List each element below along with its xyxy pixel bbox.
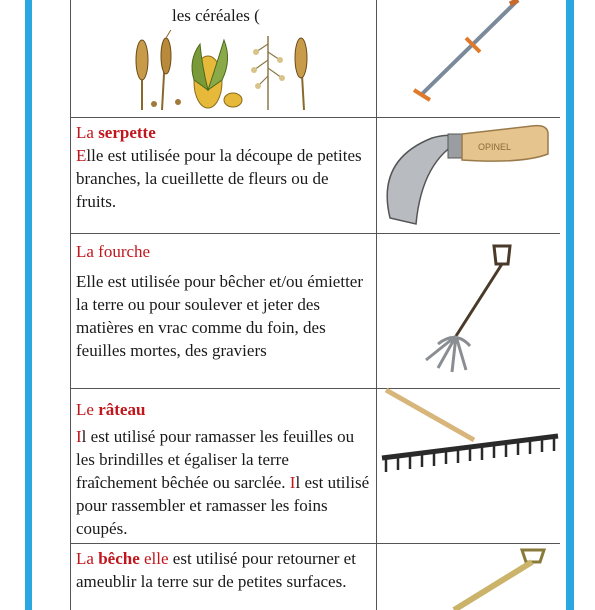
beche-title-suffix: elle bbox=[139, 549, 169, 568]
cereal-plants-icon bbox=[128, 30, 318, 112]
row-divider-1 bbox=[70, 117, 560, 118]
fourche-title: La fourche bbox=[76, 242, 151, 261]
serpette-title bbox=[76, 121, 156, 144]
billhook-icon bbox=[382, 120, 552, 228]
table-divider-middle bbox=[376, 0, 377, 610]
beche-desc-text: est utilisé pour retourner et ameublir la terre sur de petites surfaces. bbox=[76, 549, 356, 591]
rateau-desc-initial-1: I bbox=[76, 427, 82, 446]
serpette-title-prefix: La bbox=[76, 123, 99, 142]
serpette-description bbox=[76, 144, 366, 213]
rateau-desc-text-2: l est utilisé pour rassembler et ramasser les foins coupés. bbox=[76, 473, 370, 538]
rateau-desc-text-1: l est utilisé pour ramasser les feuilles ou les brindilles et égaliser la terre fraîchement bêchée ou sarclée. bbox=[76, 427, 355, 492]
beche-description bbox=[76, 547, 372, 593]
row-divider-4 bbox=[70, 543, 560, 544]
serpette-desc-initial: E bbox=[76, 146, 87, 165]
beche-title-name: bêche bbox=[98, 549, 140, 568]
page-frame-left bbox=[25, 0, 32, 610]
page-frame-right bbox=[566, 0, 574, 610]
fork-icon bbox=[408, 240, 518, 380]
long-hoe-icon bbox=[408, 0, 528, 104]
rateau-title bbox=[76, 398, 145, 421]
serpette-desc-text: lle est utilisée pour la découpe de petites branches, la cueillette de fleurs ou de fruits. bbox=[76, 146, 362, 211]
rateau-desc-initial-2: I bbox=[289, 473, 296, 492]
spade-icon bbox=[440, 546, 550, 610]
serpette-title-name: serpette bbox=[98, 123, 156, 142]
rake-icon bbox=[380, 388, 562, 478]
rateau-title-name: râteau bbox=[98, 400, 146, 419]
cereal-caption: les céréales ( bbox=[172, 6, 260, 25]
fourche-description: Elle est utilisée pour bêcher et/ou émietter la terre ou pour soulever et jeter des matières en vrac comme du foin, des feuilles mortes, des graviers bbox=[76, 272, 363, 360]
svg-text:OPINEL: OPINEL bbox=[478, 142, 512, 152]
row-divider-2 bbox=[70, 233, 560, 234]
beche-title-prefix: La bbox=[76, 549, 99, 568]
rateau-description bbox=[76, 425, 372, 540]
rateau-title-prefix: Le bbox=[76, 400, 99, 419]
table-border-left bbox=[70, 0, 71, 610]
